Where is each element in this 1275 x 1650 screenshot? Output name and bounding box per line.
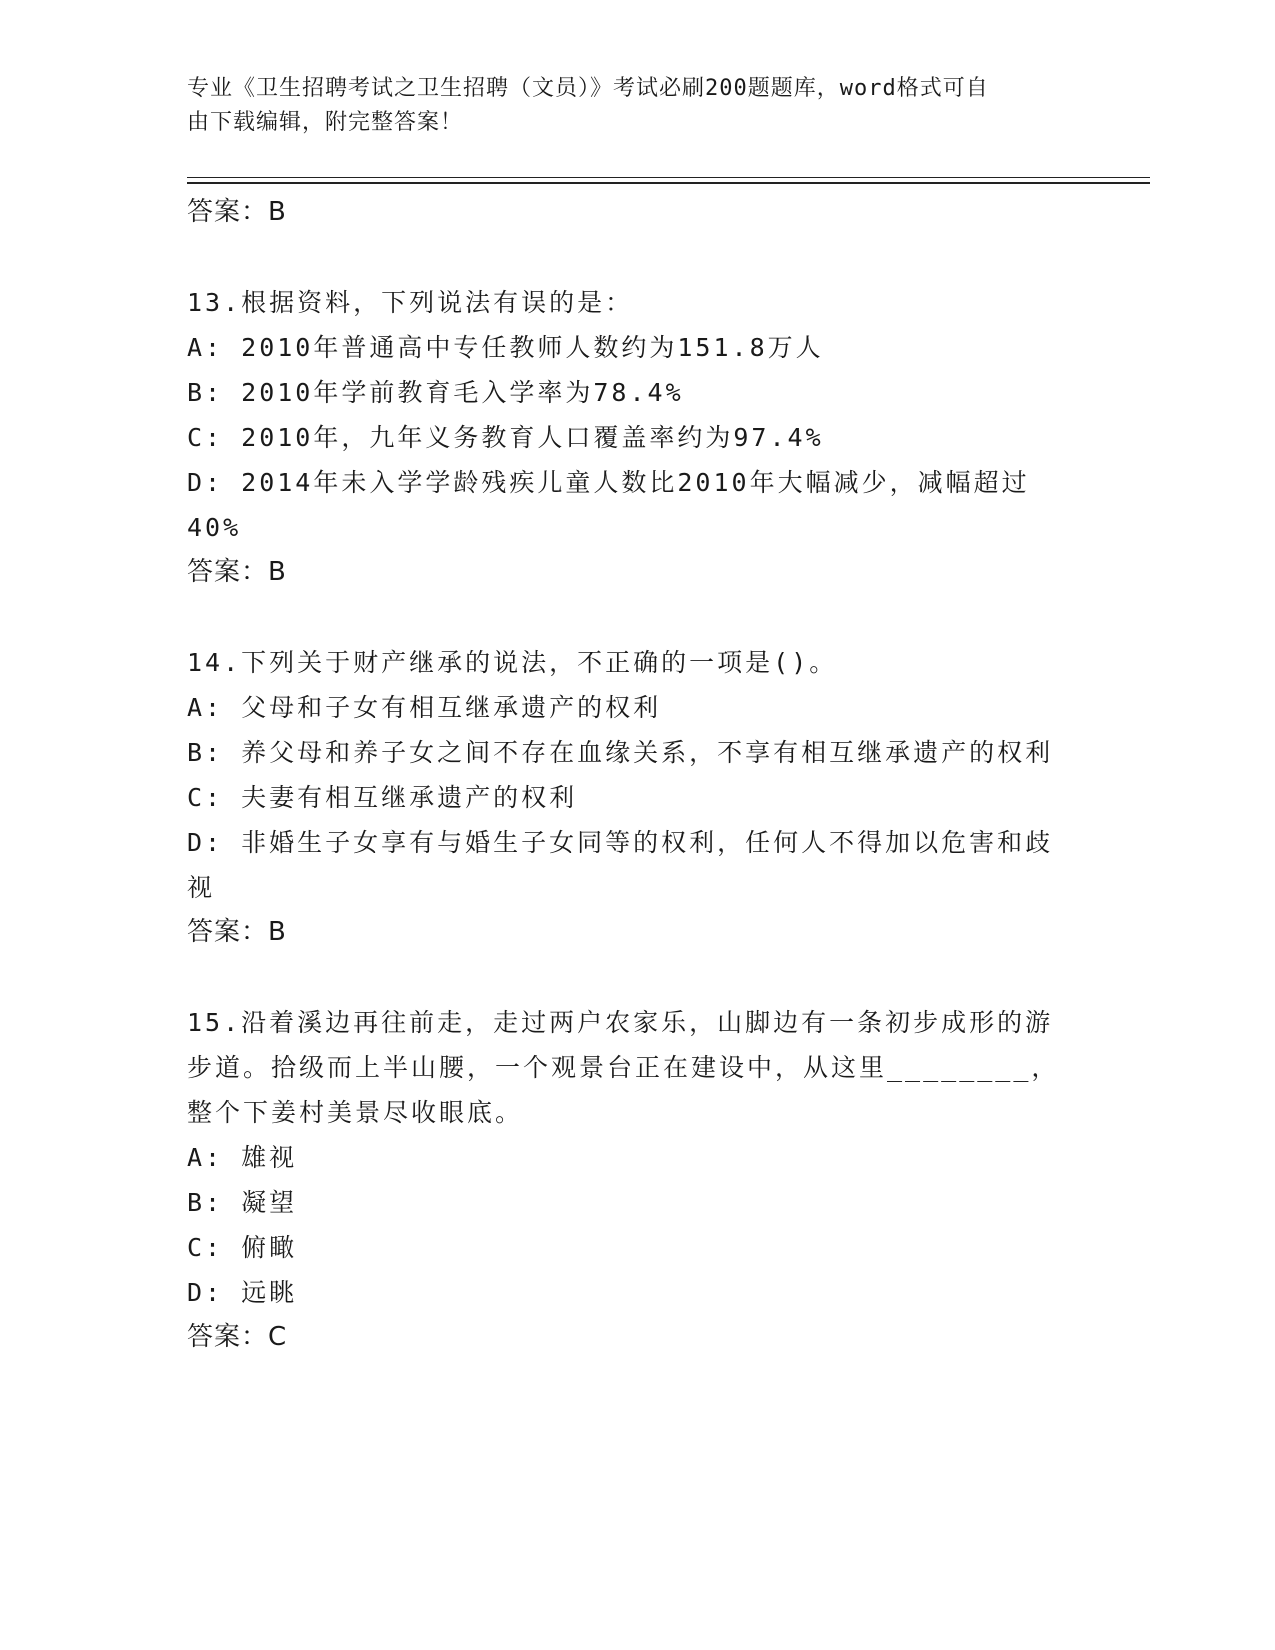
- question-block: [187, 1000, 1087, 1360]
- option-line: D: 远眺: [187, 1278, 298, 1307]
- spacer: [187, 235, 1087, 280]
- answer-line: 答案：C: [187, 1322, 288, 1352]
- question-block: [187, 280, 1087, 640]
- spacer: [187, 955, 1087, 1000]
- answer-line: 答案：B: [187, 917, 287, 947]
- question-stem-line: 13.根据资料，下列说法有误的是：: [187, 288, 634, 317]
- header-line-1: 专业《卫生招聘考试之卫生招聘（文员）》考试必刷200题题库，word格式可自: [187, 76, 989, 101]
- questions-container: [187, 280, 1087, 1360]
- option-line: C: 俯瞰: [187, 1233, 298, 1262]
- option-line: 40%: [187, 513, 242, 542]
- header-rule-thin: [187, 177, 1150, 178]
- answer-line: 答案：B: [187, 557, 287, 587]
- option-line: C: 2010年，九年义务教育人口覆盖率约为97.4%: [187, 423, 824, 452]
- question-list: [187, 190, 1087, 1360]
- previous-answer: 答案：B: [187, 197, 287, 227]
- header-rule-thick: [187, 182, 1150, 184]
- option-line: A: 2010年普通高中专任教师人数约为151.8万人: [187, 333, 824, 362]
- option-line: A: 雄视: [187, 1143, 298, 1172]
- option-line: A: 父母和子女有相互继承遗产的权利: [187, 693, 662, 722]
- question-stem-line: 15.沿着溪边再往前走，走过两户农家乐，山脚边有一条初步成形的游: [187, 1008, 1054, 1037]
- option-line: B: 凝望: [187, 1188, 298, 1217]
- option-line: B: 养父母和养子女之间不存在血缘关系，不享有相互继承遗产的权利: [187, 738, 1054, 767]
- option-line: D: 非婚生子女享有与婚生子女同等的权利，任何人不得加以危害和歧: [187, 828, 1054, 857]
- option-line: B: 2010年学前教育毛入学率为78.4%: [187, 378, 684, 407]
- spacer: [187, 595, 1087, 640]
- question-stem-line: 整个下姜村美景尽收眼底。: [187, 1098, 524, 1127]
- option-line: C: 夫妻有相互继承遗产的权利: [187, 783, 578, 812]
- question-block: [187, 640, 1087, 1000]
- header-note: [187, 72, 1067, 140]
- option-line: 视: [187, 873, 216, 902]
- header-line-2: 由下载编辑，附完整答案！: [187, 110, 464, 135]
- question-stem-line: 步道。拾级而上半山腰，一个观景台正在建设中，从这里________，: [187, 1053, 1060, 1082]
- option-line: D: 2014年未入学学龄残疾儿童人数比2010年大幅减少，减幅超过: [187, 468, 1030, 497]
- question-stem-line: 14.下列关于财产继承的说法，不正确的一项是()。: [187, 648, 838, 677]
